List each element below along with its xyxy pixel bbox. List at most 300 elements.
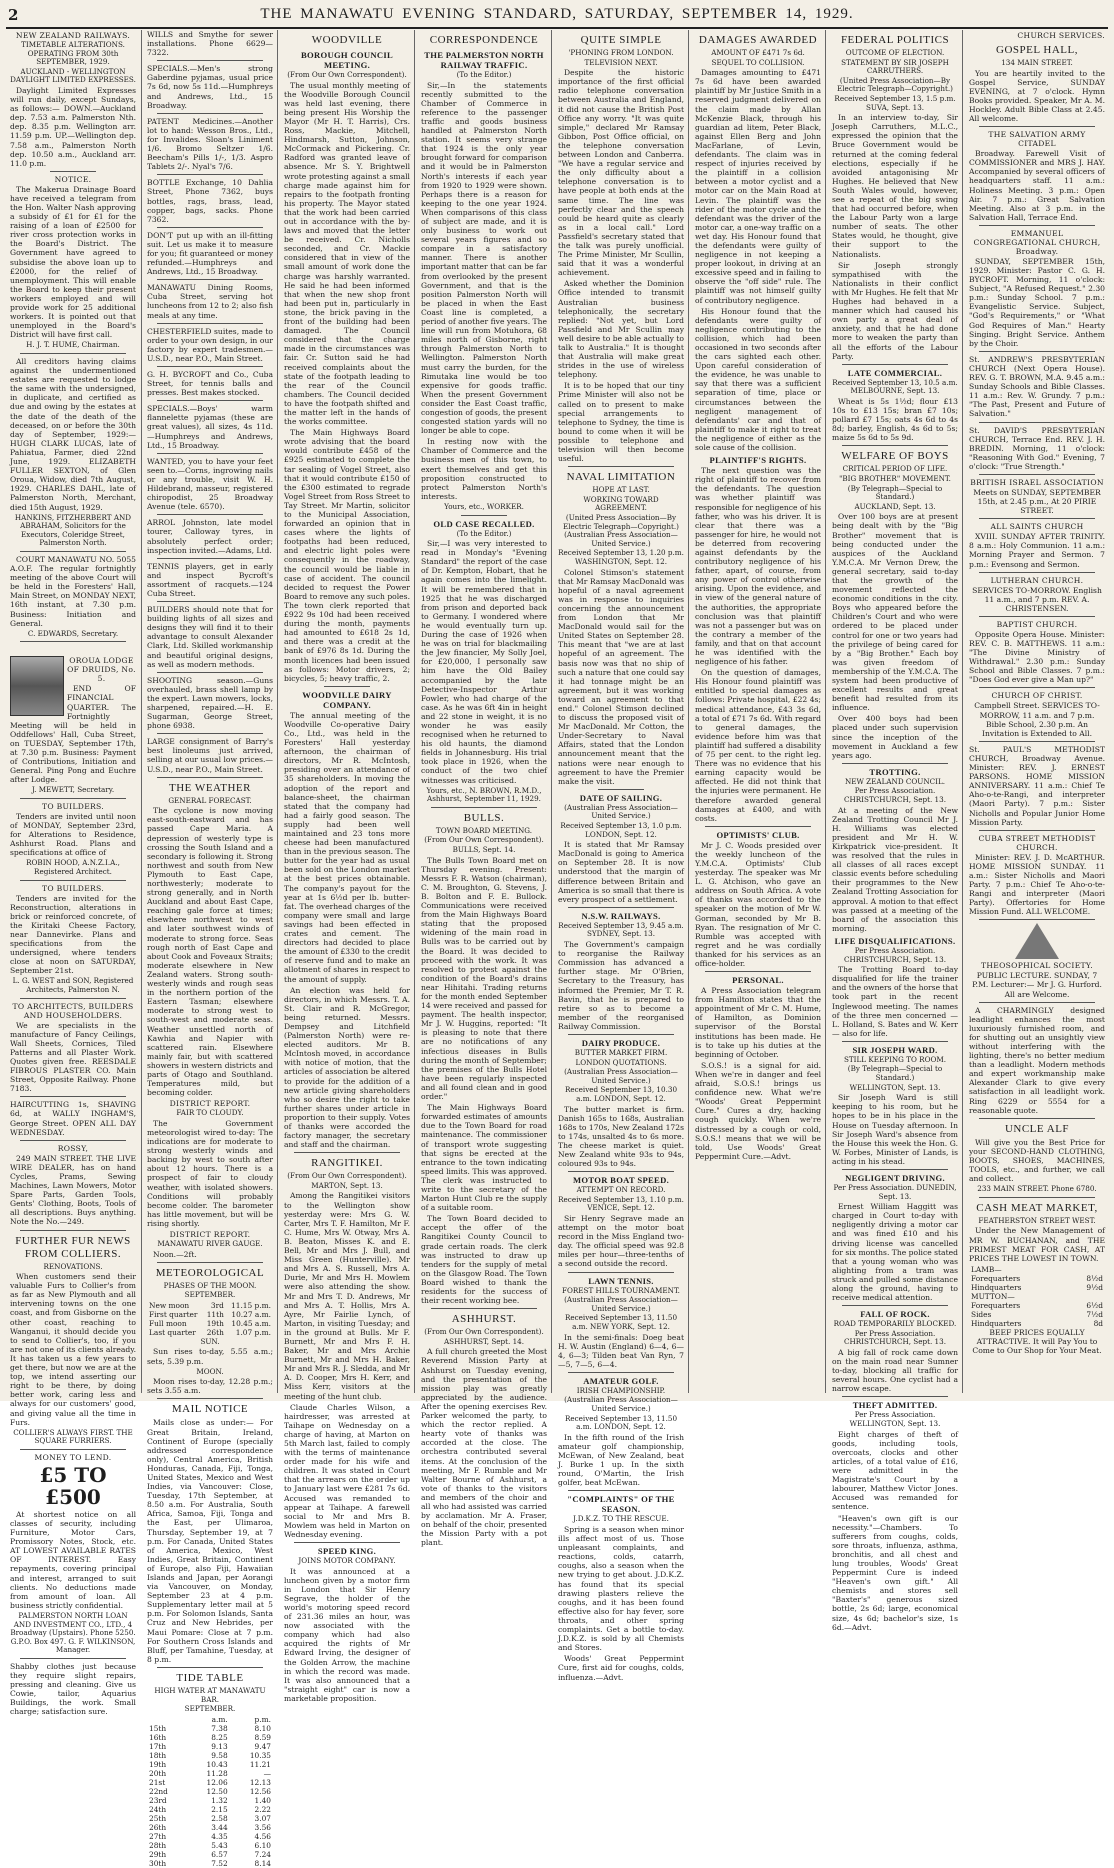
naval-heading: NAVAL LIMITATION <box>566 471 676 484</box>
district-report-heading-2: DISTRICT REPORT. <box>169 1229 251 1239</box>
divider <box>568 1034 674 1035</box>
negligent-driving-dateline: Per Press Association. DUNEDIN, Sept. 13. <box>833 1183 957 1201</box>
table-cell: 11th <box>206 1309 224 1319</box>
dairy-produce-dateline: Received September 13, 10.30 a.m. LONDON, Sept. 12. <box>564 1085 678 1103</box>
divider <box>157 174 263 175</box>
ashhurst-byline: (From Our Own Correspondent). <box>424 1327 544 1337</box>
column-rule <box>962 30 963 1393</box>
divider <box>568 1372 674 1373</box>
table-cell: 1.32 <box>211 1795 228 1805</box>
divider <box>842 1305 948 1306</box>
table-cell: 27th <box>149 1831 167 1841</box>
divider <box>979 830 1095 831</box>
divider <box>20 1230 126 1231</box>
bulls-heading: BULLS. <box>463 811 505 824</box>
druids-signature: J. MEWETT, Secretary. <box>31 785 115 795</box>
emmanuel-body: SUNDAY, SEPTEMBER 15th, 1929. Minister: Pastor C. G. H. BYCROFT. Morning, 11 o'clock: Subject, "A Refused Request." 2.30 p.m.: Sunday School. 7 p.m.: Evangelistic Service. Subject, "God's Requirements," or "What God Requires of Man." Hearty Singing. Bright Service. Anthem by the Choir. <box>969 256 1105 348</box>
speed-king-heading: SPEED KING. <box>317 1546 377 1557</box>
column-7 <box>832 30 959 1632</box>
bulls-body-3: The Town Board decided to accept the offer of the Rangitikei County Council to grade certain roads. The clerk was instructed to draw up tenders for the supply of metal on the Glasgow Road. The Town Board wished to thank the residents for the success of their recent working bee. <box>421 1214 547 1306</box>
furs-heading: FURTHER FUR NEWS FROM COLLIERS. <box>15 1234 131 1260</box>
table-cell: 8.10 <box>254 1723 271 1733</box>
welfare-subheading: CRITICAL PERIOD OF LIFE. <box>842 464 948 474</box>
sailing-credit: (Australian Press Association—United Service.) <box>564 802 678 821</box>
classified-ad: PATENT Medicines.—Another lot to hand: Wesson Bros., Ltd., for Invalides. Sloan's Liniment 1/6. Bromo Seltzer 1/6. Beecham's Pills 1/-, 1/3. Aspro Tablets 2/-. Nyal's 7/6. <box>147 116 273 172</box>
federal-subheading: OUTCOME OF ELECTION. <box>845 48 945 57</box>
life-disqualifications-dateline: Per Press Association. CHRISTCHURCH, Sept. 13. <box>844 945 946 964</box>
table-cell: 10.45 a.m. <box>231 1318 271 1328</box>
table-cell: 22nd <box>149 1786 168 1796</box>
st-davids-notice: St. DAVID'S PRESBYTERIAN CHURCH, Terrace End. REV. J. H. BREDIN. Morning, 11 o'clock: "Reasoning With God." Evening, 7 o'clock: "True Strength." <box>969 425 1105 471</box>
federal-dateline: Received September 13, 1.5 p.m. SUVA, Sept. 13. <box>834 93 956 112</box>
salvation-army-body: Broadway. Farewell Visit of COMMISSIONER and MRS J. HAY. Accompanied by several officers of headquarters staff. 11 a.m.: Holiness Meeting. 3 p.m.: Open Air. 7 p.m.: Great Salvation Meeting. Also at 3 p.m. in the Salvation Hall, Terrace End. <box>969 149 1105 222</box>
table-cell: 3rd <box>210 1300 224 1310</box>
optimists-heading: OPTIMISTS' CLUB. <box>716 829 800 840</box>
welfare-subheading-2: "BIG BROTHER" MOVEMENT. <box>839 473 951 483</box>
classified-ad: WILLS and Smythe for sewer installations. Phone 6629—7322. <box>147 30 273 58</box>
divider <box>157 323 263 324</box>
speed-king-body: It was announced at a luncheon given by a motor firm in London that Sir Henry Segrave, the holder of the world's motoring speed record of 231.36 miles an hour, was now associated with the company which had also acquired the rights of Mr Edward Irving, the designer of the Golden Arrow, the machine in which the record was made. It was also announced that a "straight eight" car is now a marketable proposition. <box>284 1566 410 1703</box>
druids-body: END OF FINANCIAL QUARTER. The Fortnightly Meeting will be held in Oddfellows' Hall, Cuba Street, on TUESDAY, September 17th, at 7.30 p.m. Business: Payment of Contributions, Initiation and General. Ping Pong and Euchre after Lodge. <box>10 684 136 785</box>
bulls-subheading: TOWN BOARD MEETING. <box>435 825 533 835</box>
classified-ads <box>147 30 273 778</box>
table-cell: 10.43 <box>206 1759 228 1769</box>
sun-heading: SUN. <box>200 1336 220 1346</box>
table-header-cell: p.m. <box>254 1714 271 1724</box>
divider <box>842 1169 948 1170</box>
table-cell <box>1068 1265 1105 1274</box>
rossy-body: 249 MAIN STREET. THE LIVE WIRE DEALER, has on hand Cycles, Prams, Sewing Machines, Lawn Mowers, Motor Spare Parts, Garden Tools, Gents' Clothing, Boots, Tools of all descriptions. Buys anything. Note the No.—249. <box>10 1153 136 1227</box>
quite-simple-body: Despite the historic importance of the first official radio telephone conversation between Australia and England, it did not cause the British Post Office any worry. "It was quite simple," declared Mr Ramsay Gibbon, Post Office official, on the telephone conversation between London and Canberra. "We have a regular service and the only difficulty about a telephone conversation is to have people at both ends at the same time. The line was perfectly clear and the speech could be heard quite as clearly as in a local call." Lord Passfield's secretary stated that the talk was purely unofficial. The Prime Minister, Mr Scullin, said that it was a wonderful achievement. <box>558 68 684 278</box>
table-cell: 24th <box>149 1804 167 1814</box>
sun-body: Sun rises to-day, 5.55 a.m.; sets, 5.39 p.m. <box>147 1347 273 1366</box>
divider <box>705 826 811 827</box>
fall-of-rock-heading: FALL OF ROCK. <box>860 1309 930 1320</box>
classified-ad: TENNIS players, get in early and inspect Bycroft's assortment of racquets.—124 Cuba Street. <box>147 561 273 598</box>
furs-subheading: RENOVATIONS. <box>43 1261 103 1271</box>
tide-row <box>147 1832 273 1841</box>
old-case-heading: OLD CASE RECALLED. <box>433 518 535 529</box>
old-case-body: Sir,—I was very interested to read in Monday's "Evening Standard" the report of the case of Dr. Kempton, Hobart, that he again comes into the limelight. It will be remembered that in 1925 that he was discharged from prison and deported back to Germany. I wondered where he would eventually turn up. During the case of 1926 when he was on trial for blackmailing the Jew financier, My Solly Joel, for £20,000, I personally saw him have the Old Bailey accompanied by the late Detective-Inspector Arthur Fowler, who had charge of the case. As he was 6ft 4in in height and 22 stone in weight, it is no wonder he was easily recognised when he returned to his old haunts, the diamond fields in Johannesburg. His trial took place in 1926, when the conduct of the two chief witnesses was criticised. <box>421 539 547 785</box>
council-body: The usual monthly meeting of the Woodville Borough Council was held last evening, there being present His Worship the Mayor (Mr H. T. Harris), Crs. Ross, Mackie, Mitchell, Hindmarsh, Sutton, Johnson, McCormack and Pickering. Cr. Radford was granted leave of absence. Mr S. Y. Brightwell wrote protesting against a small charge made against him for repairs to the footpath fronting his property. The Mayor stated that the work had been carried out in accordance with the by-laws and moved that the letter be received. Cr. Nicholls seconded, and Cr. Mackie considered that in view of the small amount of work done the charge was harshly warranted. He said he had been informed that when the new shop front had been put in, particularly in stone, the brick paving in the front of the building had been damaged. The Council considered that the charge made in the circumstances was fair. Cr. Sutton said he had received complaints about the state of the footpath leading to the rear of the Council chambers. The Council decided to have the footpath shifted and the matter left in the hands of the works committee. <box>284 80 410 427</box>
life-disqualifications-heading: LIFE DISQUALIFICATIONS. <box>834 935 956 946</box>
tide-month: SEPTEMBER. <box>184 1704 236 1714</box>
theft-dateline: Per Press Association. WELLINGTON, Sept. 13. <box>849 1410 941 1429</box>
divider <box>568 1490 674 1491</box>
mail-notice-heading: MAIL NOTICE <box>171 1403 249 1416</box>
railways-heading: NEW ZEALAND RAILWAYS. <box>15 31 131 40</box>
notice-signature: H. J. T. HUME, Chairman. <box>26 340 120 350</box>
meat-market-footer: BEEF PRICES EQUALLY ATTRACTIVE. It will Pay You to Come to Our Shop for Your Meat. <box>972 1327 1102 1355</box>
tide-row <box>147 1742 273 1751</box>
quite-simple-body-2: Asked whether the Dominion Office intended to transmit Australian business telephonically, the secretary replied: "Not yet, but Lord Passfield and Mr Scullin may well desire to be able actually to talk to Australia." It is thought that Australia will make great strides in the use of wireless telephony. <box>558 279 684 380</box>
federal-body-2: Sir Joseph strongly sympathised with the Nationalists in their conflict with Mr Hughes. He felt that Mr Hughes had behaved in a manner which had caused his own party a great deal of anxiety, and that he had done more to weaken the party than all the efforts of the Labour Party. <box>832 260 958 361</box>
bulls-body-2: The Main Highways Board forwarded estimates of amounts due to the Town Board for road maintenance. The commissioner of transport wrote suggesting that signs be erected at the entrance to the town indicating speed limits. This was approved. The clerk was instructed to write to the secretary of the Marton Hunt Club re the supply of a suitable room. <box>421 1103 547 1213</box>
theft-heading: THEFT ADMITTED. <box>852 1400 938 1411</box>
dairy-produce-body: The butter market is firm. Danish 165s to 168s, Australian 168s to 170s, New Zealand 172s to 174s, unsalted 4s to 6s more. The cheese market is quiet. New Zealand white 93s to 94s, coloured 93s to 94s. <box>558 1104 684 1169</box>
tide-row <box>147 1805 273 1814</box>
welfare-credit: (By Telegraph—Special to Standard.) <box>847 483 943 502</box>
table-cell: 19th <box>149 1759 167 1769</box>
naval-credit: (United Press Association—By Electric Telegraph—Copyright.) (Australian Press Association—United Service.) <box>563 513 679 548</box>
table-cell: 7.52 <box>211 1858 228 1868</box>
church-services-heading: CHURCH SERVICES. <box>1017 31 1105 40</box>
gospel-hall-body: You are heartily invited to the Gospel Service, SUNDAY EVENING, at 7 o'clock. Hymn Books provided. Speaker, Mr A. M. Hockley. Adult Bible Class at 2.45. All welcome. <box>969 68 1105 124</box>
table-cell: 2.15 <box>211 1804 228 1814</box>
meat-price-row <box>969 1310 1105 1319</box>
st-pauls-notice: St. PAUL'S METHODIST CHURCH, Broadway Avenue. Minister: REV. J. ERNEST PARSONS. HOME MISSION ANNIVERSARY. 11 a.m.: Chief Te Aho-o-te-Rangi, and interpreter (Maori Party). 7 p.m.: Sister Nicholls and Popular Junior Home Mission Party. <box>969 744 1105 827</box>
naval-body: Colonel Stimson's statement that Mr Ramsay MacDonald was hopeful of a naval agreement was in response to inquiries concerning the announcement from London that Mr MacDonald would sail for the United States on September 28. This meant that "we are at last hopeful of an agreement. The basis now was that no ship of such a nature that one could say it had tonnage might be an agreement, but it was working toward an agreement to that end." Colonel Stimson declined to discuss the proposed visit of Mr MacDonald. Mr Cotton, the Under-Secretary to Naval Affairs, stated that the London announcement meant that the nations were near enough to agreement to have the Premier make the visit. <box>558 567 684 786</box>
classified-ad: CHESTERFIELD suites, made to order to your own design, in our factory by expert tradesmen.—U.S.D., near P.O., Main Street. <box>147 326 273 363</box>
column-8 <box>969 30 1105 1395</box>
uncle-alf-heading: UNCLE ALF <box>1004 1122 1070 1135</box>
complaints-heading: "COMPLAINTS" OF THE SEASON. <box>567 1494 675 1515</box>
table-cell: 23rd <box>149 1795 167 1805</box>
damages-subheading-2: SEQUEL TO COLLISION. <box>711 57 805 67</box>
classified-ad: LARGE consignment of Barry's best linoleums just arrived, selling at our usual low prices.—U.S.D., near P.O., Main Street. <box>147 737 273 774</box>
motor-boat-heading: MOTOR BOAT SPEED. <box>572 1175 670 1186</box>
quite-simple-heading: QUITE SIMPLE <box>580 34 662 46</box>
trotting-subheading: NEW ZEALAND COUNCIL. <box>844 776 946 786</box>
council-meeting-heading: BOROUGH COUNCIL MEETING. <box>300 50 394 70</box>
divider <box>979 919 1095 920</box>
divider <box>842 1396 948 1397</box>
table-cell: 30th <box>149 1858 167 1868</box>
moon-phase-row <box>147 1319 273 1328</box>
tide-row <box>147 1796 273 1805</box>
table-cell: 6.57 <box>211 1849 228 1859</box>
table-cell: Sides <box>971 1309 992 1319</box>
masthead <box>8 6 1106 26</box>
council-byline: (From Our Own Correspondent). <box>287 70 407 79</box>
divider <box>979 474 1095 475</box>
divider <box>20 551 126 552</box>
tide-table <box>147 1715 273 1868</box>
table-cell: 1.07 p.m. <box>235 1327 271 1337</box>
naval-dateline: Received September 13, 1.20 p.m. WASHINGTON, Sept. 12. <box>558 548 684 566</box>
meat-price-row <box>969 1301 1105 1310</box>
tide-row <box>147 1841 273 1850</box>
divider <box>979 351 1095 352</box>
divider <box>157 227 263 228</box>
dairy-company-heading: WOODVILLE DAIRY COMPANY. <box>302 689 392 710</box>
column-rule <box>551 30 552 1393</box>
notice-body: The Makerua Drainage Board have received a telegram from the Hon. Walter Nash approving a subsidy of £1 for £1 for the raising of a loan of £2500 for river cross protection works in the Board's District. The Government have agreed to subsidise the above loan up to £2000, for the relief of unemployment. This will enable the Board to keep their present workers employed and will provide work for 25 additional workers. It is pointed out that unemployed in the Board's District will have first call. <box>10 184 136 340</box>
tide-table-heading: TIDE TABLE <box>176 1671 244 1684</box>
joseph-ward-dateline: WELLINGTON, Sept. 13. <box>849 1082 941 1092</box>
money-amount: £5 TO £500 <box>39 1462 107 1509</box>
table-cell <box>1068 1292 1105 1301</box>
newspaper-title: THE MANAWATU EVENING STANDARD, SATURDAY, SEPTEMBER 14, 1929. <box>260 6 854 22</box>
court-notice-body: COURT MANAWATU NO. 5055 A.O.F. The regular fortnightly meeting of the above Court will be held in the Foresters' Hall, Main Street, on MONDAY NEXT, 16th instant, at 7.30 p.m. Business: Initiation and General. <box>10 554 136 628</box>
table-cell: First quarter <box>149 1309 198 1319</box>
divider <box>20 998 126 999</box>
table-cell: 19th <box>206 1318 224 1328</box>
welfare-heading: WELFARE OF BOYS <box>841 450 949 463</box>
moon-month: SEPTEMBER. <box>184 1290 236 1300</box>
table-cell: 29th <box>149 1849 167 1859</box>
table-cell: Forequarters <box>971 1300 1021 1310</box>
meat-price-row <box>969 1283 1105 1292</box>
late-commercial-body: Wheat is 5s 1½d; flour £13 10s to £13 15s; bran £7 10s; pollard £7 15s; oats 4s 6d to 4s 8d; barley, English, 4s 6d to 5s; maize 5s 6d to 5s 9d. <box>832 396 958 443</box>
notice-heading: NOTICE. <box>54 174 92 184</box>
damages-body-2: His Honour found that the defendants were guilty of negligence contributing to the collision, which had been occasioned in two seconds after the cars sighted each other. Upon careful consideration of the evidence, he was unable to say that there was a sufficient separation of time, place or circumstances between the negligent management of defendants' car and that of plaintiff to make it right to treat the negligence of either as the sole cause of the collision. <box>695 306 821 453</box>
trotting-heading: TROTTING. <box>869 766 921 777</box>
st-andrews-notice: St. ANDREW'S PRESBYTERIAN CHURCH (Next Opera House). REV. G. T. BROWN, M.A. 9.45 a.m.: Sunday Schools and Bible Classes. 11 a.m.: Rev. W. Grundy. 7 p.m.: "The Past, Present and Future of Salvation." <box>969 354 1105 419</box>
tide-table-subheading: HIGH WATER AT MANAWATU BAR. <box>154 1685 266 1704</box>
rangitikei-body-2: Claude Charles Wilson, a hairdresser, was arrested at Taihape on Wednesday on a charge of having, at Marton on 5th March last, failed to comply with the terms of maintenance order made for his wife and children. It was stated in Court that the arrears on the order up to January last were £281 7s 6d. Accused was remanded to appear at Taihape. A farewell social to Mr and Mrs B. Mowlem was held in Marton on Wednesday evening. <box>284 1402 410 1539</box>
sailing-body: It is stated that Mr Ramsay MacDonald is going to America on September 28. It is now understood that the margin of difference between Britain and America is so small that there is every prospect of a settlement. <box>558 840 684 904</box>
meat-price-row <box>969 1274 1105 1283</box>
lawn-tennis-credit: (Australian Press Association—United Service.) <box>564 1295 678 1313</box>
divider <box>20 1449 126 1450</box>
divider <box>50 171 96 172</box>
meat-price-row <box>969 1265 1105 1274</box>
divider <box>157 279 263 280</box>
column-rule <box>141 30 142 1393</box>
divider <box>157 514 263 515</box>
divider <box>842 1041 948 1042</box>
money-heading: MONEY TO LEND. <box>34 1452 112 1462</box>
quite-simple-subheading: 'PHONING FROM LONDON. <box>568 48 674 57</box>
dairy-company-body: The annual meeting of the Woodville Co-operative Dairy Co., Ltd., was held in the Foresters' Hall yesterday afternoon, the chairman of directors, Mr R. McIntosh, presiding over an attendance of 35 shareholders. In moving the adoption of the report and balance-sheet, the chairman stated that the company had had a fairly good season. The supply had been well maintained and 23 tons more cheese had been manufactured than in the previous season. The butter for the year had as usual been sold on the London market at the best prices obtainable. The company's payout for the year at 1s 6½d per lb. butter-fat. The overhead charges of the company were small and large savings had been effected in crates and cement. The directors had decided to place the amount of £330 to the credit of reserve fund and to make an allotment of shares in respect to the amount of supply. <box>284 710 410 984</box>
divider <box>842 364 948 365</box>
divider <box>20 1658 126 1659</box>
classified-ad: MANAWATU Dining Rooms, Cuba Street, serving hot luncheons from 12 to 2; also fish meals at any time. <box>147 283 273 320</box>
quite-simple-body-3: It is to be hoped that our tiny Prime Minister will also not be called on to present to make special arrangements to telephone to Sydney, the time is bound to come when it will be possible to telephone and television will then become useful. <box>558 381 684 464</box>
lawn-tennis-subheading: FOREST HILLS TOURNAMENT. <box>562 1285 680 1295</box>
divider <box>157 1262 263 1263</box>
table-cell: 9.47 <box>254 1741 271 1751</box>
lawn-tennis-dateline: Received September 13, 11.50 a.m. NEW YORK, Sept. 12. <box>564 1313 678 1331</box>
all-saints-heading: ALL SAINTS CHURCH <box>990 522 1084 532</box>
moon-body: Moon rises to-day, 12.28 p.m.; sets 3.55 a.m. <box>147 1377 273 1396</box>
moon-phase-row <box>147 1328 273 1337</box>
table-cell: 5.43 <box>211 1840 228 1850</box>
divider <box>979 1002 1095 1003</box>
divider <box>979 225 1095 226</box>
damages-heading: DAMAGES AWARDED <box>698 34 818 46</box>
railway-traffic-heading: THE PALMERSTON NORTH RAILWAY TRAFFIC. <box>424 50 544 70</box>
tide-row <box>147 1823 273 1832</box>
sailing-dateline: Received September 13, 1.0 p.m. LONDON, Sept. 12. <box>560 821 682 839</box>
nsw-railways-body: The Government's campaign to reorganise the Railway Commission has advanced a further stage. Mr O'Brien, Secretary to the Treasury, has informed the Premier, Mr T. R. Bavin, that he is prepared to retire so as to become a member of the reorganised Railway Commission. <box>558 940 684 1031</box>
late-commercial-dateline: Received September 13, 10.5 a.m. MELBOURNE, Sept. 13. <box>832 377 958 396</box>
divider <box>157 1398 263 1399</box>
amateur-golf-heading: AMATEUR GOLF. <box>583 1375 659 1386</box>
all-saints-body: XVIII. SUNDAY AFTER TRINITY. 8 a.m.: Holy Communion. 11 a.m.: Morning Prayer and Sermon. 7 p.m.: Evensong and Sermon. <box>969 532 1105 569</box>
divider <box>842 763 948 764</box>
amateur-golf-credit: (Australian Press Association—United Service.) <box>564 1395 678 1414</box>
british-israel-body: Meets on SUNDAY, SEPTEMBER 15th, at 2.45 p.m., At 20 PIRIE STREET. <box>973 487 1101 516</box>
woodville-heading: WOODVILLE <box>311 34 383 46</box>
divider <box>157 113 263 114</box>
table-cell: 4.56 <box>254 1831 271 1841</box>
table-cell: LAMB— <box>971 1264 1002 1274</box>
negligent-driving-body: Ernest William Haggitt was charged in Court to-day with negligently driving a motor car and was fined £10 and his driving license was cancelled for six months. The police stated that a young woman who was alighting from a tram was struck and pulled some distance along the ground, having to receive medical attention. <box>832 1202 958 1303</box>
uncle-alf-body: Will give you the Best Price for your SECOND-HAND CLOTHING, BOOTS, SHOES, MACHINES, TOOLS, etc., and further, we call and collect. <box>969 1137 1105 1184</box>
table-cell: 21st <box>149 1777 166 1787</box>
complaints-body: Spring is a season when minor ills affect most of us. Those unpleasant complaints, and reactions, colds, catarrh, coughs, also a season when the new trying to get about. J.D.K.Z. has found that its special drawing plasters relieve the coughs, and it has been found effective also for hay fever, sore throats, and other spring complaints. Get a bottle to-day. J.D.K.Z. is sold by all Chemists and Stores. <box>558 1525 684 1653</box>
builders-signature: ROBIN HOOD, A.N.Z.I.A., Registered Architect. <box>26 858 120 876</box>
divider <box>461 515 507 516</box>
damages-subheading: AMOUNT OF £471 7s 6d. <box>711 48 805 57</box>
cuba-street-body: Minister: REV. J. D. McARTHUR. HOME MISSION SUNDAY. 11 a.m.: Sister Nicholls and Maori Party. 7 p.m.: Chief Te Aho-o-te-Rangi and interpreter (Maori Party). Offertories for Home Mission Fund. ALL WELCOME. <box>969 852 1105 917</box>
divider <box>20 880 126 881</box>
druids-notice <box>10 656 136 683</box>
rossy-heading: ROSSY, <box>57 1143 89 1153</box>
table-cell: 28th <box>149 1840 167 1850</box>
divider <box>979 572 1095 573</box>
tide-row <box>147 1814 273 1823</box>
divider <box>568 1272 674 1273</box>
cure-advertisement: "Heaven's own gift is our necessity."—Chambers. To sufferers from coughs, colds, sore throats, influenza, asthma, bronchitis, and all chest and lung troubles, Woods' Great Peppermint Cure is indeed "Heaven's own gift." All chemists and stores sell "Baxter's" generous sized bottle, 2s 6d; large, economical size, 4s 6d; bachelor's size, 1s 6d.—Advt. <box>832 1513 958 1632</box>
divider <box>157 453 263 454</box>
divider <box>979 616 1095 617</box>
personal-advertisement: S.O.S.! is a signal for aid. When we're in danger and feel afraid, S.O.S.! brings us confidence new. What we're "Woods' Great Peppermint Cure." Cures a dry, hacking cough quickly. When we're distressed by a cough or cold, S.O.S.! means that we will be told, Use Woods' Great Peppermint Cure.—Advt. <box>695 1060 821 1161</box>
table-cell: Hindquarters <box>971 1318 1022 1328</box>
church-of-christ-heading: CHURCH OF CHRIST. <box>991 691 1083 701</box>
moon-phase-row <box>147 1310 273 1319</box>
council-body-2: The Main Highways Board wrote advising that the board would contribute £458 of the £925 estimated to complete the tar sealing of Vogel Street, also that it would contribute £150 of the £300 estimated to regrade Vogel Street from Ross Street to Tay Street. Mr Martin, solicitor to the Municipal Association, forwarded an opinion that in cases where the lights of footpaths had been reduced, and electric light poles were consequently in the roadway, the council would be liable in case of accident. The council decided to request the Power Board to remove any such poles. The town clerk reported that £922 9s 10d had been received during the month, payments had amounted to £618 2s 1d, and there was a credit at the bank of £976 8s 1d. During the month licences had been issued as follows: Motor drivers, 2; bicycles, 5; heavy traffic, 2. <box>284 428 410 683</box>
tide-row <box>147 1769 273 1778</box>
railways-body: Daylight Limited Expresses will run daily, except Sundays, as follows:— DOWN.—Auckland dep. 7.53 a.m. Palmerston Nth. dep. 8.35 p.m. Wellington arr. 11.59 p.m. UP.—Wellington dep. 7.58 a.m., Palmerston North dep. 10.50 a.m., Auckland arr. 11.0 p.m. <box>10 85 136 168</box>
table-cell: 8.25 <box>211 1732 228 1742</box>
masthead-rule <box>6 27 1108 29</box>
meteorological-heading: METEOROLOGICAL <box>155 1266 265 1279</box>
nsw-railways-dateline: Received September 13, 9.45 a.m. SYDNEY, Sept. 13. <box>558 920 684 939</box>
shabby-clothes-ad: Shabby clothes just because they require slight repairs, pressing and cleaning. Give us Cowie, tailor, Aquarius Buildings, the work. Small charge; satisfaction sure. <box>10 1661 136 1717</box>
ashhurst-body: A full church greeted the Most Reverend Mission Party at Ashhurst on Tuesday evening, and the presentation of the mission play was greatly appreciated by the audience. After the opening exercises Rev. Parker welcomed the party, to which the rector replied. A hearty vote of thanks was accorded at the close. The orchestra contributed several items. At the conclusion of the meeting, Mr F. Rumble and Mr Walter Bourne of Ashhurst, a vote of thanks to the visitors and members of the choir and all who had assisted was carried by acclamation. Mr A. Fraser, on behalf of the choir, presented the Mission Party with a pot plant. <box>421 1347 547 1548</box>
railways-subheading: TIMETABLE ALTERATIONS. OPERATING FROM 30th SEPTEMBER, 1929. <box>21 40 125 67</box>
welfare-body: Over 100 boys are at present being dealt with by the "Big Brother" movement that is being conducted under the auspices of the Auckland Y.M.C.A. Mr Vernon Drew, the general secretary, said to-day that the growth of the movement reflected the economic conditions in the city. Boys who appeared before the Children's Court and who were ordered to be placed under control for one or two years had the privilege of being cared for by a "Big Brother." Each boy was given freedom of membership of the Y.M.C.A. The system had been productive of excellent results and great benefit had resulted from its influence. <box>832 512 958 713</box>
emmanuel-heading: EMMANUEL CONGREGATIONAL CHURCH, Broadway. <box>973 228 1101 256</box>
table-cell: 12.50 <box>206 1786 228 1796</box>
court-notice-signature: C. EDWARDS, Secretary. <box>27 628 119 638</box>
bulls-body: The Bulls Town Board met on Thursday evening. Present: Messrs F. R. Watson (chairman), C. M. Broughton, G. Stevens, J. B. Bolton and F. E. Bullock. Communications were received from the Main Highways Board stating that the proposed widening of the main road in Bulls was to be carried out by the Board. It was decided to proceed with the work. It was resolved to protest against the condition of the Board's drains near Hihitahi. Trading returns for the month ended September 14 were received and passed for payment. The health inspector, Mr J. W. Huggins, reported: "It is pleasing to note that there are no notifications of any infectious diseases in Bulls during the month of September; the premises of the Bulls Hotel have been regularly inspected and all found clean and in good order." <box>421 855 547 1102</box>
table-cell: 1.40 <box>254 1795 271 1805</box>
gospel-hall-address: 134 MAIN STREET. <box>1001 58 1073 67</box>
furs-body: When customers send their valuable Furs to Collier's from as far as New Plymouth and all intervening towns on the one coast, and from Gisborne on the other coast, reaching to Wanganui, it should decide you to send to Collier's, too, if you are not one of its clients already. It has taken us a few years to get there, but now we are at the top, we intend asserting our right to be there, by doing better work, caring less and always for our customers' good, and giving value all the time in Furs. <box>10 1272 136 1427</box>
divider <box>20 798 126 799</box>
classified-ad: SPECIALS.—Men's strong Gaberdine pyjamas, usual price 7s 6d, now 5s 11d.—Humphreys and Andrews, Ltd., 15 Broadway. <box>147 64 273 110</box>
divider <box>157 400 263 401</box>
table-cell: 26th <box>206 1327 224 1337</box>
table-cell: Forequarters <box>971 1273 1021 1283</box>
motor-boat-body: Sir Henry Segrave made an attempt on the motor boat record in the Miss England two-day. The official speed was 92.8 miles per hour—three-tenths of a second outside the record. <box>558 1213 684 1269</box>
mail-notice-body: Mails close as under:— For Great Britain, Ireland, Continent of Europe (specially addressed correspondence only), Central America, British Honduras, Canada, Fiji, Tonga, United States, Mexico and West Indies, via Vancouver: Close, Tuesday, 17th September, at 8.50 a.m. For Australia, South Africa, Samoa, Fiji, Tonga and the East, per Ulimaroa, Thursday, September 19, at 7 p.m. For Canada, United States of America, Mexico, West Indies, Great Britain, Continent of Europe, also Fiji, Hawaiian Islands and Japan, per Aorangi via Vancouver, on Monday, September 23 at 4 p.m. Supplementary letter mail at 5 p.m. For Solomon Islands, Santa Cruz and New Hebrides, per Maui Pomare: Close at 7 p.m. For Southern Cross Islands and Bluff, per Tamahine, Tuesday, at 8 p.m. <box>147 1418 273 1664</box>
cuba-street-heading: CUBA STREET METHODIST CHURCH. <box>978 833 1096 852</box>
tide-row <box>147 1778 273 1787</box>
money-body: At shortest notice on all classes of security, including Furniture, Motor Cars, Promissory Notes, Stock, etc. AT LOWEST AVAILABLE RATES OF INTEREST. Easy repayments, covering principal and interest, arranged to suit clients. No deductions made from amount of loan. All business strictly confidential. <box>10 1509 136 1610</box>
theosophical-heading: THEOSOPHICAL SOCIETY. <box>981 961 1093 971</box>
table-cell: 9.13 <box>211 1741 228 1751</box>
bulls-dateline: BULLS, Sept. 14. <box>452 845 516 854</box>
late-commercial-heading: LATE COMMERCIAL. <box>847 367 943 378</box>
plaintiff-rights-body: The next question was the right of plaintiff to recover from the defendants. The question was whether plaintiff was responsible for negligence of his father, who was his driver. It is clear that there was a passenger for hire, he would not be deterred from recovering against defendants by the contributory negligence of his father, apart, of course, from any power of control otherwise arising. Upon the evidence, and in view of the general nature of the authorities, the appropriate conclusion was that plaintiff was not a passenger but was on the contrary a member of the family, and that on that account he was identified with the negligence of his father. <box>695 466 821 667</box>
table-cell: 10.35 <box>249 1750 271 1760</box>
table-cell: 11.28 <box>206 1768 228 1778</box>
table-cell: 7½d <box>1086 1309 1103 1319</box>
divider <box>157 777 263 778</box>
rangitikei-dateline: MARTON, Sept. 13. <box>311 1180 383 1190</box>
architects-body: We are specialists in the manufacture of Fancy Ceilings, Wall Sheets, Cornices, Tiled Patterns and all Plaster Work. Quotes given free. REESDALE FIBROUS PLASTER CO. Main Street, Opposite Railway. Phone 7183. <box>10 1020 136 1094</box>
nsw-railways-heading: N.S.W. RAILWAYS. <box>581 910 661 921</box>
federal-body: In an interview to-day, Sir Joseph Carruthers, M.L.C., expressed the opinion that the Bruce Government would be returned at the coming federal elections, especially if he avoided antagonising Mr Hughes. He believed that New South Wales would, however, see a repeat of the big swing that had occurred before, when the Labour Party won a large number of seats. The other States would, he thought, give their support to the Nationalists. <box>832 113 958 259</box>
classified-ad: ARROL Johnston, late model tourer, Calloway tyres, in absolutely perfect order; inspection invited.—Adams, Ltd. <box>147 518 273 555</box>
amateur-golf-dateline: Received September 13, 11.50 a.m. LONDON, Sept. 12. <box>564 1413 678 1432</box>
table-cell: 18th <box>149 1750 167 1760</box>
column-6 <box>695 30 821 1395</box>
meat-price-row <box>969 1319 1105 1328</box>
bulls-byline: (From Our Own Correspondent). <box>424 835 544 845</box>
divider <box>20 641 126 642</box>
table-cell: 25th <box>149 1813 167 1823</box>
district-report-body: The Government meteorologist wired to-day: The indications are for moderate to strong westerly winds and backing by west to south after about 12 hours. There is a prospect of fair to cloudy weather, with isolated showers. Conditions will probably become colder. The barometer has little movement, but will be rising shortly. <box>147 1118 273 1228</box>
meat-market-body: Under the New Management of MR W. BUCHANAN, and THE PRIMEST MEAT FOR CASH, AT PRICES THE LOWEST IN TOWN. <box>969 1226 1105 1263</box>
column-rule <box>825 30 826 1393</box>
divider <box>20 1140 126 1141</box>
motor-boat-subheading: ATTEMPT ON RECORD. <box>576 1185 666 1195</box>
druids-heading: OROUA LODGE OF DRUIDS, No. 5. <box>67 656 136 684</box>
joseph-ward-heading: SIR JOSEPH WARD. <box>852 1044 938 1055</box>
column-rule <box>688 30 689 1393</box>
table-cell: 7.38 <box>211 1723 228 1733</box>
table-cell: 16th <box>149 1732 167 1742</box>
tide-row <box>147 1850 273 1859</box>
divider <box>157 558 263 559</box>
weather-subheading: GENERAL FORECAST. <box>168 795 252 805</box>
moon-subheading: MOON. <box>196 1366 224 1376</box>
divider <box>979 687 1095 688</box>
divider <box>157 601 263 602</box>
divider <box>568 907 674 908</box>
table-header-cell: a.m. <box>211 1714 228 1724</box>
table-cell: 3.07 <box>254 1813 271 1823</box>
trotting-body: At a meeting of the New Zealand Trotting Council Mr J. H. Williams was elected president and Mr H. W. Kirkpatrick vice-president. It was resolved that the rules in all classes of all races except classic events before scheduling their programmes to the New Zealand Trotting Association for approval. A motion to that effect was passed at a meeting of the board of the association this morning. <box>832 805 958 933</box>
dairy-produce-subheading: BUTTER MARKET FIRM. <box>574 1047 668 1057</box>
classified-ad: BOTTLE Exchange, 10 Dahlia Street, Phone 7362, buys bottles, rags, brass, lead, copper, bags, sacks. Phone 7362. <box>147 178 273 224</box>
table-cell: 6.10 <box>254 1840 271 1850</box>
table-cell: 9.58 <box>211 1750 228 1760</box>
column-3 <box>284 30 410 1703</box>
sailing-heading: DATE OF SAILING. <box>579 792 663 803</box>
amateur-golf-body: In the fifth round of the Irish amateur golf championship, McEwan, of New Zealand, beat J. Burke 1 up. In the sixth round, O'Martin, the Irish golfer, beat McEwan. <box>558 1432 684 1488</box>
railway-traffic-signature: Yours, etc., WORKER. <box>444 501 524 511</box>
joseph-ward-credit: (By Telegraph—Special to Standard.) <box>847 1064 943 1083</box>
divider <box>157 672 263 673</box>
welfare-body-2: Over 400 boys had been placed under such supervision since the inception of the movement in Auckland a few years ago. <box>832 714 958 760</box>
federal-credit: (United Press Association—By Electric Telegraph—Copyright.) <box>837 75 953 94</box>
divider <box>979 518 1095 519</box>
divider <box>705 971 811 972</box>
speed-king-subheading: JOINS MOTOR COMPANY. <box>298 1556 396 1566</box>
furs-signature: COLLIER'S ALWAYS FIRST. THE SQUARE FURRIERS. <box>13 1427 133 1446</box>
divider <box>157 60 263 61</box>
column-rule <box>277 30 278 1393</box>
column-5 <box>558 30 684 1682</box>
table-cell: 6½d <box>1086 1300 1103 1310</box>
district-report-subheading: FAIR TO CLOUDY. <box>176 1108 244 1118</box>
table-cell: Full moon <box>149 1318 187 1328</box>
column-2 <box>147 30 273 1868</box>
haircut-ad: HAIRCUTTING 1s, SHAVING 6d, at WALLY INGHAM'S, George Street. OPEN ALL DAY WEDNESDAY. <box>10 1100 136 1137</box>
trotting-dateline: Per Press Association. CHRISTCHURCH, Sept. 13. <box>844 786 946 805</box>
fall-of-rock-dateline: Per Press Association. CHRISTCHURCH, Sept. 13. <box>844 1328 946 1347</box>
plaintiff-rights-body-2: On the question of damages, His Honour found plaintiff was entitled to special damages as follows: Private hospital, £22 4s; medical attendance, £43 3s 6d, a total of £71 7s 6d. With regard to general damages, the evidence before him was that plaintiff had suffered a disability of 75 per cent. to the right leg. There was no evidence that his earning capacity would be affected. He did not think that the injuries were permanent. He therefore awarded general damages at £400, and with costs. <box>695 668 821 823</box>
meat-market-address: FEATHERSTON STREET WEST. <box>978 1215 1096 1225</box>
table-cell: 2.58 <box>211 1813 228 1823</box>
